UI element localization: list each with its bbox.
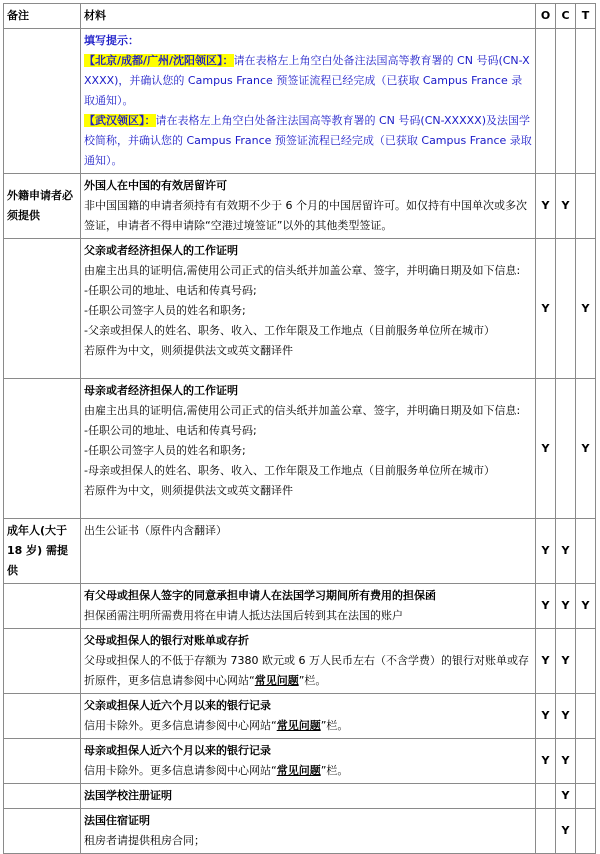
- material-line: -任职公司的地址、电话和传真号码;: [84, 284, 257, 297]
- row-material: [81, 629, 536, 694]
- material-title: 父亲或担保人近六个月以来的银行记录: [84, 699, 271, 712]
- flag-c: Y: [556, 694, 576, 739]
- material-line: 若原件为中文，则须提供法文或英文翻译件: [84, 484, 293, 497]
- row-material: [81, 584, 536, 629]
- material-title: 法国学校注册证明: [84, 789, 172, 802]
- table-row: [4, 629, 596, 694]
- flag-o: Y: [536, 519, 556, 584]
- hint-text-1: 请在表格左上角空白处备注法国高等教育署的 CN 号码(CN-XXXXX)，并确认您的 Campus France 预签证流程已经完成（已获取 Campus France 录取通知）。: [84, 54, 530, 107]
- flag-o: Y: [536, 629, 556, 694]
- material-line: [84, 651, 532, 691]
- header-o: O: [536, 4, 556, 29]
- table-row: [4, 784, 596, 809]
- row-material: [81, 784, 536, 809]
- material-line: [84, 716, 532, 736]
- flag-o: Y: [536, 584, 556, 629]
- requirement-rows: [4, 174, 596, 854]
- material-line: 租房者请提供租房合同；: [84, 834, 205, 847]
- flag-t: [576, 629, 596, 694]
- hint-cell: [81, 29, 536, 174]
- row-remark: [4, 584, 81, 629]
- flag-c: Y: [556, 584, 576, 629]
- row-material: [81, 174, 536, 239]
- faq-link[interactable]: 常见问题: [254, 674, 299, 687]
- flag-c: Y: [556, 784, 576, 809]
- table-row: [4, 174, 596, 239]
- hint-region-1: 【北京/成都/广州/沈阳领区】：: [84, 54, 234, 67]
- flag-c: Y: [556, 174, 576, 239]
- faq-link[interactable]: 常见问题: [276, 764, 321, 777]
- flag-c: [556, 239, 576, 379]
- material-title: 父亲或者经济担保人的工作证明: [84, 244, 238, 257]
- material-line: 出生公证书（原件内含翻译）: [84, 524, 227, 537]
- material-title: 法国住宿证明: [84, 814, 150, 827]
- flag-t: [576, 739, 596, 784]
- row-remark: [4, 379, 81, 519]
- table-row: [4, 739, 596, 784]
- flag-o: Y: [536, 239, 556, 379]
- hint-remark: [4, 29, 81, 174]
- hint-row: [4, 29, 596, 174]
- flag-o: Y: [536, 379, 556, 519]
- flag-t: [576, 694, 596, 739]
- material-title: 母亲或者经济担保人的工作证明: [84, 384, 238, 397]
- material-title: 母亲或担保人近六个月以来的银行记录: [84, 744, 271, 757]
- header-c: C: [556, 4, 576, 29]
- flag-t: [576, 809, 596, 854]
- flag-c: Y: [556, 629, 576, 694]
- hint-title: 填写提示：: [84, 34, 139, 47]
- material-text-post: ”栏。: [320, 764, 349, 777]
- table-row: [4, 584, 596, 629]
- material-line: 若原件为中文，则须提供法文或英文翻译件: [84, 344, 293, 357]
- row-material: [81, 739, 536, 784]
- material-title: 父母或担保人的银行对账单或存折: [84, 634, 249, 647]
- material-line: 由雇主出具的证明信,需使用公司正式的信头纸并加盖公章、签字，并明确日期及如下信息:: [84, 404, 521, 417]
- flag-t: Y: [576, 239, 596, 379]
- material-line: 由雇主出具的证明信,需使用公司正式的信头纸并加盖公章、签字，并明确日期及如下信息:: [84, 264, 521, 277]
- requirements-table: [3, 3, 596, 854]
- row-remark: [4, 629, 81, 694]
- row-material: [81, 239, 536, 379]
- table-header-row: [4, 4, 596, 29]
- row-remark: [4, 809, 81, 854]
- material-text-pre: 父母或担保人的不低于存额为 7380 欧元或 6 万人民币左右（不含学费）的银行对账单或存折原件，更多信息请参阅中心网站“: [84, 654, 529, 687]
- material-line: 担保函需注明所需费用将在申请人抵达法国后转到其在法国的账户: [84, 609, 403, 622]
- hint-text-2: 请在表格左上角空白处备注法国高等教育署的 CN 号码(CN-XXXXX)及法国学校简称，并确认您的 Campus France 预签证流程已经完成（已获取 Campus France 录取通知）。: [84, 114, 532, 167]
- faq-link[interactable]: 常见问题: [276, 719, 321, 732]
- material-line: -任职公司的地址、电话和传真号码;: [84, 424, 257, 437]
- material-title: 外国人在中国的有效居留许可: [84, 179, 227, 192]
- header-material: 材料: [81, 4, 536, 29]
- material-line: 非中国国籍的申请者须持有有效期不少于 6 个月的中国居留许可。如仅持有中国单次或多次签证，申请者不得申请除“空港过境签证”以外的其他类型签证。: [84, 199, 527, 232]
- flag-t: [576, 174, 596, 239]
- flag-o: Y: [536, 739, 556, 784]
- table-row: [4, 379, 596, 519]
- table-row: [4, 809, 596, 854]
- flag-o: Y: [536, 174, 556, 239]
- header-remark: 备注: [4, 4, 81, 29]
- flag-c: Y: [556, 809, 576, 854]
- table-row: [4, 519, 596, 584]
- row-remark: [4, 784, 81, 809]
- material-text-pre: 信用卡除外。更多信息请参阅中心网站“: [84, 719, 277, 732]
- flag-t: Y: [576, 379, 596, 519]
- flag-o: Y: [536, 694, 556, 739]
- row-remark: [4, 694, 81, 739]
- flag-o: [536, 809, 556, 854]
- row-material: [81, 809, 536, 854]
- flag-c: Y: [556, 519, 576, 584]
- table-row: [4, 694, 596, 739]
- material-line: -父亲或担保人的姓名、职务、收入、工作年限及工作地点（目前服务单位所在城市）: [84, 324, 495, 337]
- flag-t: Y: [576, 584, 596, 629]
- material-line: [84, 761, 532, 781]
- row-material: [81, 519, 536, 584]
- flag-t: [576, 784, 596, 809]
- table-row: [4, 239, 596, 379]
- flag-o: [536, 784, 556, 809]
- material-text-post: ”栏。: [298, 674, 327, 687]
- hint-o: [536, 29, 556, 174]
- row-material: [81, 379, 536, 519]
- material-line: -母亲或担保人的姓名、职务、收入、工作年限及工作地点（目前服务单位所在城市）: [84, 464, 495, 477]
- hint-t: [576, 29, 596, 174]
- flag-c: Y: [556, 739, 576, 784]
- material-line: -任职公司签字人员的姓名和职务;: [84, 304, 246, 317]
- row-remark: 外籍申请者必须提供: [4, 174, 81, 239]
- material-text-post: ”栏。: [320, 719, 349, 732]
- flag-t: [576, 519, 596, 584]
- material-line: -任职公司签字人员的姓名和职务;: [84, 444, 246, 457]
- flag-c: [556, 379, 576, 519]
- material-text-pre: 信用卡除外。更多信息请参阅中心网站“: [84, 764, 277, 777]
- row-remark: 成年人(大于 18 岁) 需提供: [4, 519, 81, 584]
- hint-region-2: 【武汉领区】：: [84, 114, 156, 127]
- row-remark: [4, 739, 81, 784]
- row-remark: [4, 239, 81, 379]
- row-material: [81, 694, 536, 739]
- material-title: 有父母或担保人签字的同意承担申请人在法国学习期间所有费用的担保函: [84, 589, 436, 602]
- header-t: T: [576, 4, 596, 29]
- hint-c: [556, 29, 576, 174]
